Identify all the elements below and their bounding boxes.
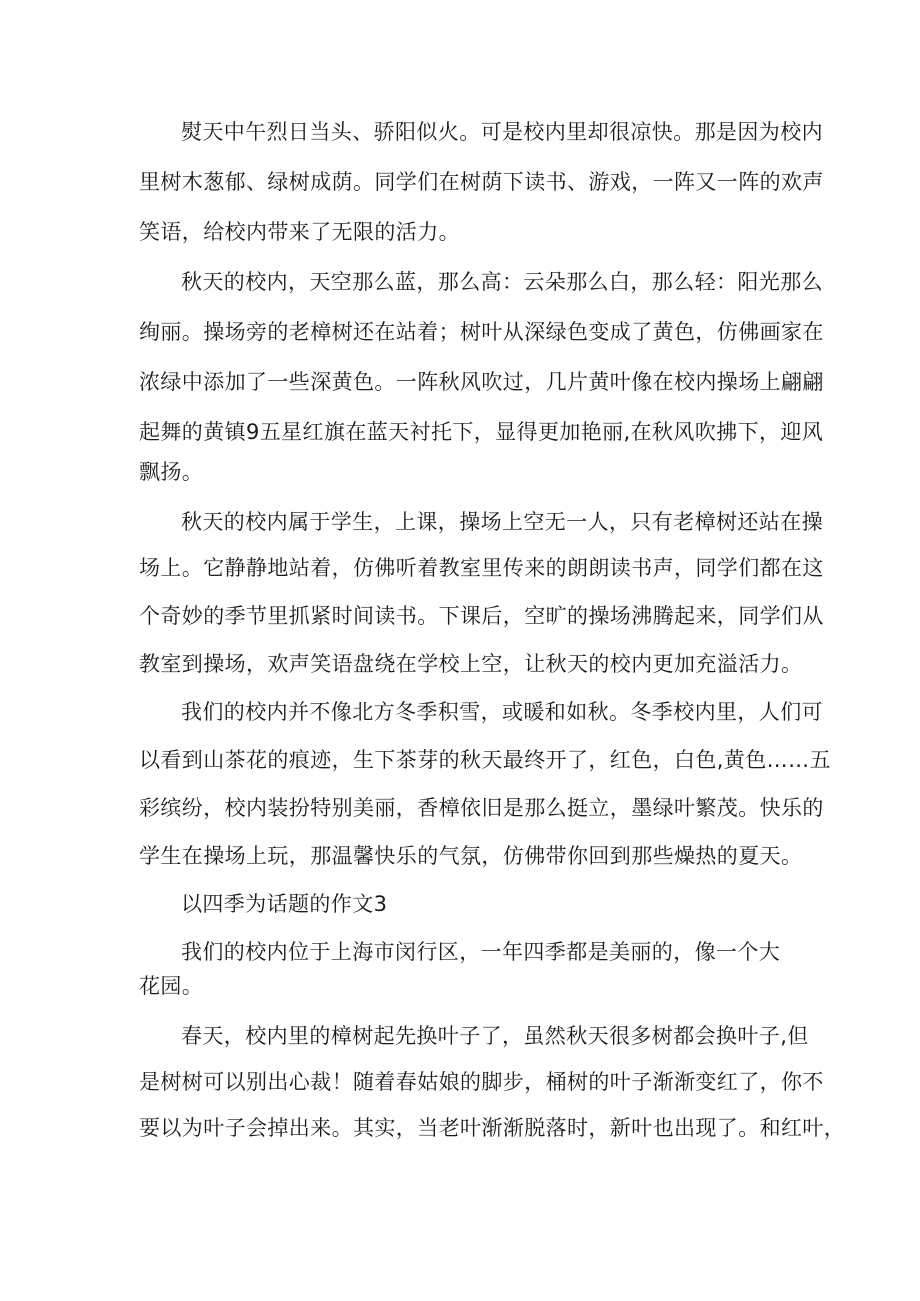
text-line: 我们的校内并不像北方冬季积雪，或暖和如秋。冬季校内里，人们可 — [181, 700, 823, 724]
text-line: 秋天的校内，天空那么蓝，那么高：云朵那么白，那么轻：阳光那么 — [181, 270, 823, 294]
text-line: 个奇妙的季节里抓紧时间读书。下课后，空旷的操场沸腾起来，同学们从 — [139, 604, 824, 628]
text-line: 学生在操场上玩，那温馨快乐的气氛，仿佛带你回到那些燥热的夏天。 — [139, 844, 803, 868]
text-line: 场上。它静静地站着，仿佛听着教室里传来的朗朗读书声，同学们都在这 — [139, 556, 824, 580]
text-line: 熨天中午烈日当头、骄阳似火。可是校内里却很凉快。那是因为校内 — [181, 120, 823, 144]
text-line: 花园。 — [139, 974, 204, 998]
text-line: 春天，校内里的樟树起先换叶子了，虽然秋天很多树都会换叶子,但 — [181, 1024, 809, 1048]
text-line: 起舞的黄镇9五星红旗在蓝天衬托下，显得更加艳丽,在秋风吹拂下，迎风 — [139, 420, 824, 444]
text-line: 以看到山茶花的痕迹，生下茶芽的秋天最终开了，红色，白色,黄色……五 — [139, 748, 831, 772]
text-line: 我们的校内位于上海市闵行区，一年四季都是美丽的，像一个大 — [181, 940, 781, 964]
text-line: 笑语，给校内带来了无限的活力。 — [139, 220, 460, 244]
section-heading: 以四季为话题的作文3 — [181, 892, 388, 916]
text-line: 秋天的校内属于学生，上课，操场上空无一人，只有老樟树还站在操 — [181, 510, 823, 534]
text-line: 是树树可以别出心裁！随着春姑娘的脚步，桶树的叶子渐渐变红了，你不 — [139, 1070, 824, 1094]
text-line: 要以为叶子会掉出来。其实，当老叶渐渐脱落时，新叶也出现了。和红叶， — [139, 1116, 846, 1140]
text-line: 里树木葱郁、绿树成荫。同学们在树荫下读书、游戏，一阵又一阵的欢声 — [139, 170, 824, 194]
text-line: 飘扬。 — [139, 460, 204, 484]
text-line: 彩缤纷，校内装扮特别美丽，香樟依旧是那么挺立，墨绿叶繁茂。快乐的 — [139, 796, 824, 820]
text-line: 教室到操场，欢声笑语盘绕在学校上空，让秋天的校内更加充溢活力。 — [139, 652, 803, 676]
text-line: 浓绿中添加了一些深黄色。一阵秋风吹过，几片黄叶像在校内操场上翩翩 — [139, 370, 824, 394]
text-line: 绚丽。操场旁的老樟树还在站着；树叶从深绿色变成了黄色，仿佛画家在 — [139, 320, 824, 344]
